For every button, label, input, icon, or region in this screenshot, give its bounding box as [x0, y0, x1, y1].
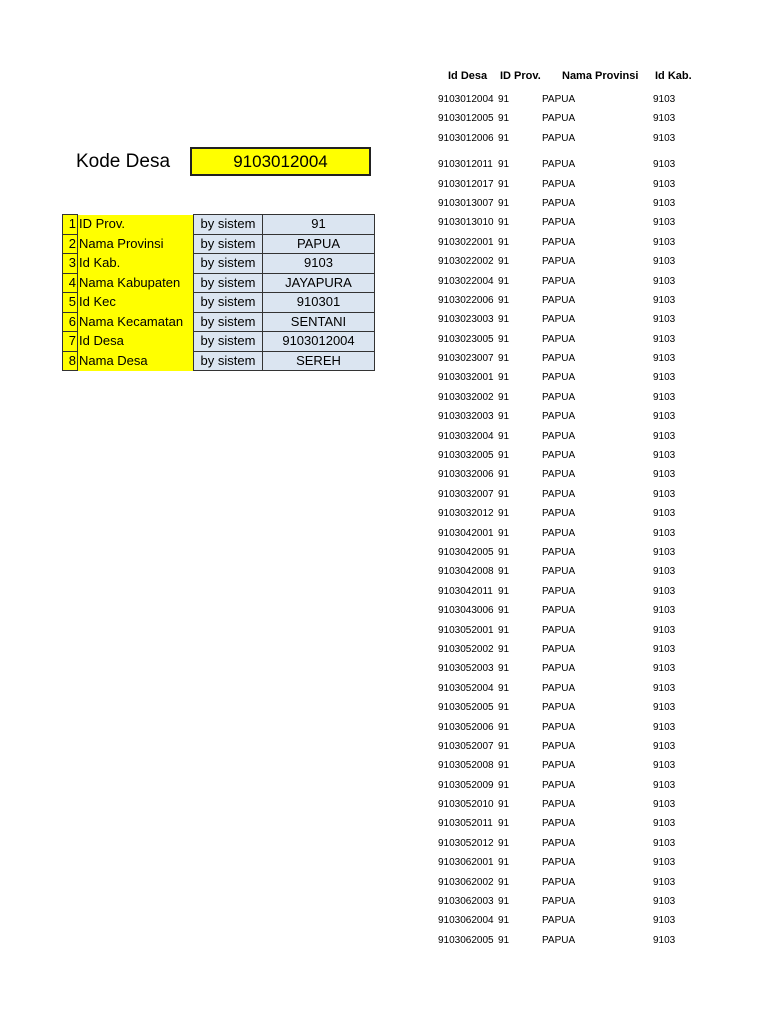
cell-nama-provinsi: PAPUA	[542, 585, 576, 597]
cell-id-prov: 91	[498, 624, 510, 636]
cell-id-desa: 9103012017	[438, 178, 494, 190]
form-row-value[interactable]: SENTANI	[263, 312, 375, 332]
form-row	[63, 293, 375, 313]
form-row-label: Id Kec	[78, 293, 194, 313]
cell-id-kab: 9103	[653, 294, 676, 306]
cell-id-desa: 9103032001	[438, 372, 494, 384]
cell-id-desa: 9103032004	[438, 430, 494, 442]
form-row-source: by sistem	[194, 351, 263, 371]
cell-id-desa: 9103042011	[438, 585, 493, 597]
form-row-value[interactable]: 9103012004	[263, 332, 375, 352]
cell-id-prov: 91	[498, 488, 510, 500]
cell-id-prov: 91	[498, 876, 510, 888]
cell-nama-provinsi: PAPUA	[542, 779, 576, 791]
cell-id-prov: 91	[498, 605, 510, 617]
cell-nama-provinsi: PAPUA	[542, 702, 576, 714]
cell-id-kab: 9103	[653, 178, 676, 190]
cell-id-kab: 9103	[653, 391, 676, 403]
form-row	[63, 273, 375, 293]
cell-nama-provinsi: PAPUA	[542, 391, 576, 403]
cell-nama-provinsi: PAPUA	[542, 818, 576, 830]
form-row-value[interactable]: 9103	[263, 254, 375, 274]
form-row-number: 8	[63, 351, 78, 371]
form-row-label: ID Prov.	[78, 215, 194, 235]
cell-nama-provinsi: PAPUA	[542, 721, 576, 733]
cell-nama-provinsi: PAPUA	[542, 624, 576, 636]
form-row-number: 1	[63, 215, 78, 235]
cell-id-kab: 9103	[653, 721, 676, 733]
cell-id-desa: 9103032006	[438, 469, 494, 481]
cell-id-prov: 91	[498, 896, 510, 908]
cell-nama-provinsi: PAPUA	[542, 217, 576, 229]
cell-id-prov: 91	[498, 779, 510, 791]
cell-nama-provinsi: PAPUA	[542, 915, 576, 927]
form-row-source: by sistem	[194, 234, 263, 254]
cell-id-kab: 9103	[653, 934, 676, 946]
form-row-number: 4	[63, 273, 78, 293]
cell-id-prov: 91	[498, 236, 510, 248]
cell-id-kab: 9103	[653, 702, 676, 714]
cell-id-desa: 9103052008	[438, 760, 494, 772]
cell-id-desa: 9103022002	[438, 256, 494, 268]
form-row	[63, 215, 375, 235]
cell-id-desa: 9103052011	[438, 818, 493, 830]
cell-id-prov: 91	[498, 721, 510, 733]
cell-nama-provinsi: PAPUA	[542, 132, 576, 144]
cell-id-desa: 9103052010	[438, 799, 494, 811]
kode-desa-input[interactable]: 9103012004	[190, 147, 371, 176]
cell-id-kab: 9103	[653, 132, 676, 144]
cell-nama-provinsi: PAPUA	[542, 896, 576, 908]
cell-nama-provinsi: PAPUA	[542, 488, 576, 500]
cell-id-kab: 9103	[653, 896, 676, 908]
cell-id-desa: 9103012006	[438, 132, 494, 144]
cell-id-kab: 9103	[653, 430, 676, 442]
cell-id-desa: 9103042008	[438, 566, 494, 578]
cell-id-desa: 9103052001	[438, 624, 494, 636]
cell-nama-provinsi: PAPUA	[542, 566, 576, 578]
cell-id-kab: 9103	[653, 197, 676, 209]
cell-id-prov: 91	[498, 275, 510, 287]
cell-nama-provinsi: PAPUA	[542, 94, 576, 105]
header-nama-provinsi: Nama Provinsi	[562, 70, 639, 82]
cell-id-kab: 9103	[653, 760, 676, 772]
form-row-label: Id Kab.	[78, 254, 194, 274]
form-table	[62, 214, 375, 371]
cell-nama-provinsi: PAPUA	[542, 178, 576, 190]
cell-id-desa: 9103062004	[438, 915, 494, 927]
form-row	[63, 332, 375, 352]
form-row	[63, 351, 375, 371]
form-row-number: 7	[63, 332, 78, 352]
cell-id-desa: 9103032005	[438, 450, 494, 462]
cell-id-prov: 91	[498, 294, 510, 306]
cell-id-prov: 91	[498, 113, 510, 125]
cell-id-desa: 9103052007	[438, 740, 494, 752]
cell-id-prov: 91	[498, 740, 510, 752]
form-row-label: Nama Provinsi	[78, 234, 194, 254]
cell-id-desa: 9103023005	[438, 333, 494, 345]
cell-id-kab: 9103	[653, 643, 676, 655]
cell-id-kab: 9103	[653, 236, 676, 248]
form-row-value[interactable]: 910301	[263, 293, 375, 313]
cell-id-desa: 9103052003	[438, 663, 494, 675]
cell-nama-provinsi: PAPUA	[542, 469, 576, 481]
cell-id-kab: 9103	[653, 799, 676, 811]
cell-id-desa: 9103012005	[438, 113, 494, 125]
cell-id-desa: 9103023003	[438, 314, 494, 326]
cell-id-kab: 9103	[653, 508, 676, 520]
cell-id-prov: 91	[498, 430, 510, 442]
cell-id-prov: 91	[498, 94, 510, 105]
form-row-number: 2	[63, 234, 78, 254]
form-row-label: Nama Kecamatan	[78, 312, 194, 332]
form-row-value[interactable]: 91	[263, 215, 375, 235]
cell-id-desa: 9103062002	[438, 876, 494, 888]
header-id-desa: Id Desa	[448, 70, 488, 82]
cell-id-prov: 91	[498, 799, 510, 811]
cell-id-prov: 91	[498, 643, 510, 655]
cell-id-prov: 91	[498, 333, 510, 345]
cell-id-prov: 91	[498, 508, 510, 520]
form-row-source: by sistem	[194, 215, 263, 235]
form-row-value[interactable]: SEREH	[263, 351, 375, 371]
cell-nama-provinsi: PAPUA	[542, 236, 576, 248]
cell-id-kab: 9103	[653, 837, 676, 849]
cell-nama-provinsi: PAPUA	[542, 256, 576, 268]
cell-id-desa: 9103022001	[438, 236, 494, 248]
form-row-number: 5	[63, 293, 78, 313]
cell-id-desa: 9103023007	[438, 353, 494, 365]
cell-nama-provinsi: PAPUA	[542, 934, 576, 946]
cell-id-prov: 91	[498, 663, 510, 675]
cell-nama-provinsi: PAPUA	[542, 857, 576, 869]
cell-nama-provinsi: PAPUA	[542, 314, 576, 326]
cell-id-prov: 91	[498, 411, 510, 423]
cell-id-kab: 9103	[653, 779, 676, 791]
cell-nama-provinsi: PAPUA	[542, 760, 576, 772]
cell-id-prov: 91	[498, 217, 510, 229]
cell-nama-provinsi: PAPUA	[542, 353, 576, 365]
cell-id-prov: 91	[498, 818, 510, 830]
cell-nama-provinsi: PAPUA	[542, 876, 576, 888]
form-row	[63, 312, 375, 332]
cell-id-prov: 91	[498, 256, 510, 268]
cell-nama-provinsi: PAPUA	[542, 372, 576, 384]
form-row-source: by sistem	[194, 273, 263, 293]
cell-id-desa: 9103012011	[438, 159, 493, 171]
cell-id-prov: 91	[498, 760, 510, 772]
cell-nama-provinsi: PAPUA	[542, 799, 576, 811]
cell-id-kab: 9103	[653, 333, 676, 345]
cell-id-kab: 9103	[653, 663, 676, 675]
form-row-label: Nama Desa	[78, 351, 194, 371]
cell-id-prov: 91	[498, 353, 510, 365]
cell-nama-provinsi: PAPUA	[542, 430, 576, 442]
form-row-value[interactable]: JAYAPURA	[263, 273, 375, 293]
cell-id-kab: 9103	[653, 740, 676, 752]
cell-id-prov: 91	[498, 585, 510, 597]
cell-id-kab: 9103	[653, 469, 676, 481]
cell-id-prov: 91	[498, 372, 510, 384]
form-row-number: 3	[63, 254, 78, 274]
cell-id-kab: 9103	[653, 275, 676, 287]
cell-id-prov: 91	[498, 527, 510, 539]
cell-nama-provinsi: PAPUA	[542, 197, 576, 209]
cell-id-kab: 9103	[653, 411, 676, 423]
cell-id-kab: 9103	[653, 113, 676, 125]
cell-nama-provinsi: PAPUA	[542, 663, 576, 675]
cell-id-kab: 9103	[653, 372, 676, 384]
kode-desa-label: Kode Desa	[76, 151, 171, 172]
cell-nama-provinsi: PAPUA	[542, 294, 576, 306]
cell-id-prov: 91	[498, 159, 510, 171]
cell-id-prov: 91	[498, 837, 510, 849]
cell-nama-provinsi: PAPUA	[542, 682, 576, 694]
cell-id-kab: 9103	[653, 585, 676, 597]
form-row-source: by sistem	[194, 312, 263, 332]
cell-id-kab: 9103	[653, 566, 676, 578]
cell-id-desa: 9103032012	[438, 508, 494, 520]
cell-id-kab: 9103	[653, 605, 676, 617]
cell-nama-provinsi: PAPUA	[542, 450, 576, 462]
cell-nama-provinsi: PAPUA	[542, 837, 576, 849]
cell-id-desa: 9103062003	[438, 896, 494, 908]
cell-id-kab: 9103	[653, 256, 676, 268]
cell-id-desa: 9103022006	[438, 294, 494, 306]
cell-id-desa: 9103012004	[438, 94, 494, 105]
header-id-kab: Id Kab.	[655, 70, 692, 82]
cell-id-prov: 91	[498, 314, 510, 326]
cell-id-kab: 9103	[653, 857, 676, 869]
header-id-prov: ID Prov.	[500, 70, 541, 82]
cell-id-kab: 9103	[653, 818, 676, 830]
cell-id-desa: 9103052005	[438, 702, 494, 714]
cell-id-kab: 9103	[653, 353, 676, 365]
cell-id-kab: 9103	[653, 314, 676, 326]
cell-id-desa: 9103052004	[438, 682, 494, 694]
cell-id-kab: 9103	[653, 915, 676, 927]
cell-id-kab: 9103	[653, 94, 676, 105]
cell-id-desa: 9103013010	[438, 217, 494, 229]
cell-id-prov: 91	[498, 702, 510, 714]
cell-id-desa: 9103052009	[438, 779, 494, 791]
cell-id-prov: 91	[498, 682, 510, 694]
cell-id-desa: 9103013007	[438, 197, 494, 209]
cell-id-prov: 91	[498, 915, 510, 927]
form-row-label: Nama Kabupaten	[78, 273, 194, 293]
cell-id-prov: 91	[498, 566, 510, 578]
cell-nama-provinsi: PAPUA	[542, 605, 576, 617]
cell-nama-provinsi: PAPUA	[542, 159, 576, 171]
cell-nama-provinsi: PAPUA	[542, 275, 576, 287]
form-row-label: Id Desa	[78, 332, 194, 352]
cell-id-prov: 91	[498, 934, 510, 946]
cell-id-kab: 9103	[653, 682, 676, 694]
cell-id-desa: 9103042005	[438, 546, 494, 558]
cell-id-desa: 9103032002	[438, 391, 494, 403]
cell-id-desa: 9103043006	[438, 605, 494, 617]
cell-nama-provinsi: PAPUA	[542, 527, 576, 539]
cell-id-desa: 9103052012	[438, 837, 494, 849]
cell-id-kab: 9103	[653, 546, 676, 558]
cell-nama-provinsi: PAPUA	[542, 508, 576, 520]
cell-id-desa: 9103052006	[438, 721, 494, 733]
cell-id-desa: 9103052002	[438, 643, 494, 655]
cell-id-desa: 9103022004	[438, 275, 494, 287]
cell-nama-provinsi: PAPUA	[542, 546, 576, 558]
cell-id-desa: 9103062005	[438, 934, 494, 946]
cell-nama-provinsi: PAPUA	[542, 113, 576, 125]
form-row-source: by sistem	[194, 332, 263, 352]
cell-id-prov: 91	[498, 469, 510, 481]
cell-id-kab: 9103	[653, 159, 676, 171]
cell-id-desa: 9103032007	[438, 488, 494, 500]
cell-id-prov: 91	[498, 391, 510, 403]
cell-id-kab: 9103	[653, 450, 676, 462]
form-row-value[interactable]: PAPUA	[263, 234, 375, 254]
cell-id-kab: 9103	[653, 217, 676, 229]
cell-id-prov: 91	[498, 546, 510, 558]
cell-nama-provinsi: PAPUA	[542, 333, 576, 345]
cell-nama-provinsi: PAPUA	[542, 740, 576, 752]
cell-id-prov: 91	[498, 132, 510, 144]
cell-id-prov: 91	[498, 450, 510, 462]
cell-nama-provinsi: PAPUA	[542, 411, 576, 423]
form-row-source: by sistem	[194, 293, 263, 313]
cell-id-kab: 9103	[653, 527, 676, 539]
cell-id-prov: 91	[498, 197, 510, 209]
cell-id-kab: 9103	[653, 624, 676, 636]
form-row	[63, 254, 375, 274]
cell-id-prov: 91	[498, 178, 510, 190]
cell-id-kab: 9103	[653, 876, 676, 888]
cell-id-kab: 9103	[653, 488, 676, 500]
cell-id-desa: 9103042001	[438, 527, 494, 539]
cell-id-prov: 91	[498, 857, 510, 869]
cell-id-desa: 9103062001	[438, 857, 494, 869]
form-row-source: by sistem	[194, 254, 263, 274]
form-row	[63, 234, 375, 254]
cell-id-desa: 9103032003	[438, 411, 494, 423]
form-row-number: 6	[63, 312, 78, 332]
cell-nama-provinsi: PAPUA	[542, 643, 576, 655]
